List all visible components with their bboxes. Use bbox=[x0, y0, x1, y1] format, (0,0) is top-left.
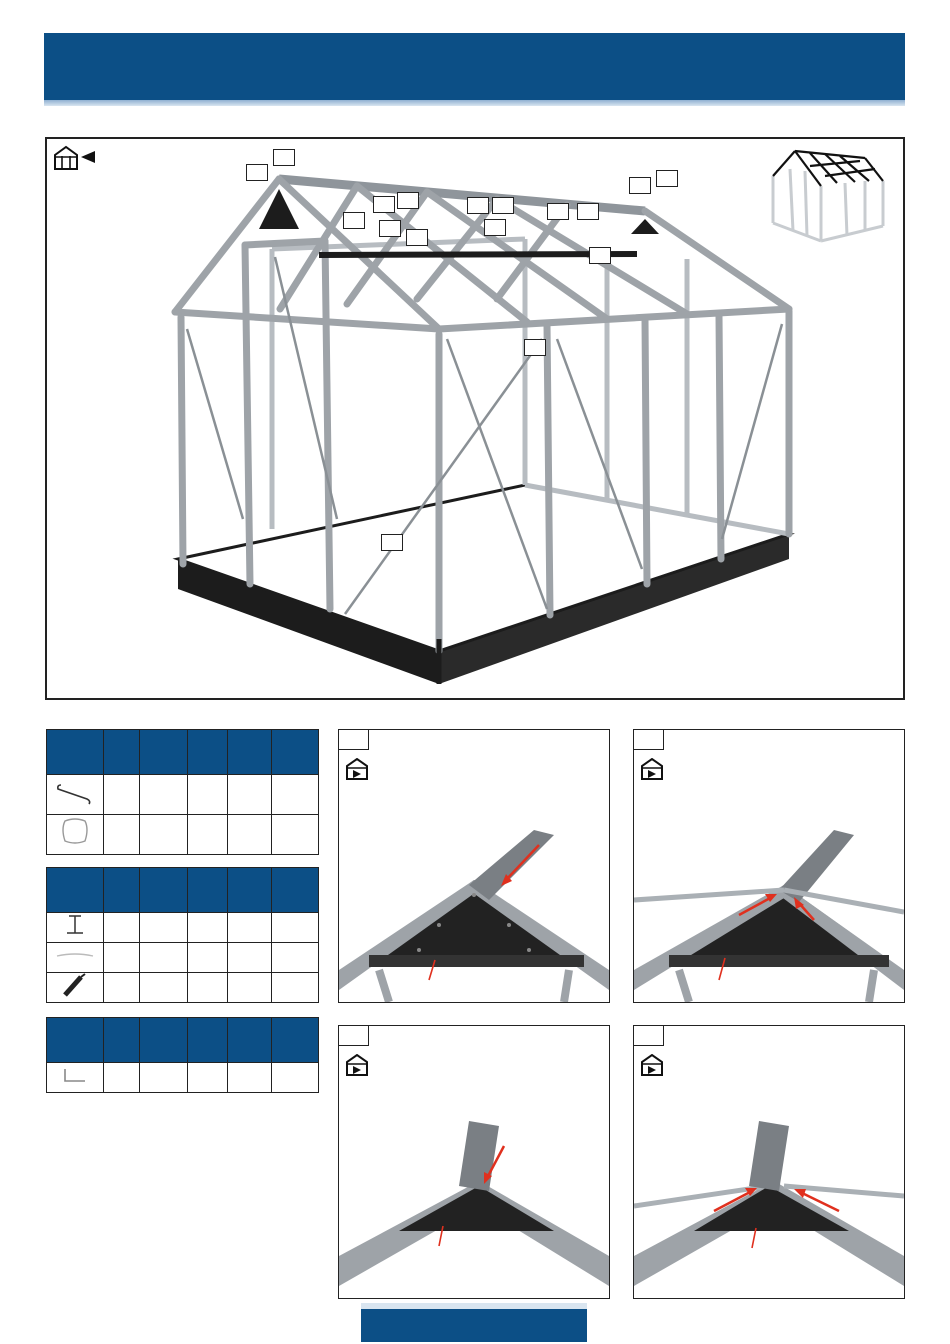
footer-bar bbox=[361, 1309, 587, 1342]
step-number-box bbox=[634, 1026, 664, 1046]
parts-table bbox=[46, 1017, 319, 1093]
callout-box bbox=[656, 170, 678, 187]
rubber-strip-icon bbox=[47, 943, 102, 967]
callout-box bbox=[524, 339, 546, 356]
greenhouse-side-arrow-icon bbox=[640, 758, 664, 780]
greenhouse-roof-highlight-thumbnail bbox=[765, 141, 889, 245]
callout-box bbox=[379, 220, 401, 237]
detail-panel bbox=[633, 729, 905, 1003]
header-shadow bbox=[44, 100, 905, 106]
header-band bbox=[44, 33, 905, 100]
detail-panel bbox=[633, 1025, 905, 1299]
apex-plate-detail bbox=[339, 1086, 609, 1298]
parts-table bbox=[46, 729, 319, 855]
detail-panel bbox=[338, 1025, 610, 1299]
callout-box bbox=[381, 534, 403, 551]
callout-box bbox=[589, 247, 611, 264]
callout-box bbox=[406, 229, 428, 246]
apex-plate-detail bbox=[339, 790, 609, 1002]
callout-box bbox=[397, 192, 419, 209]
callout-box bbox=[629, 177, 651, 194]
greenhouse-side-arrow-icon bbox=[640, 1054, 664, 1076]
step-number-box bbox=[634, 730, 664, 750]
callout-box bbox=[484, 219, 506, 236]
apex-plate-detail bbox=[634, 790, 904, 1002]
step-number-box bbox=[339, 730, 369, 750]
parts-table bbox=[46, 867, 319, 1003]
callout-box bbox=[273, 149, 295, 166]
main-assembly-diagram bbox=[45, 137, 905, 700]
corner-bracket-icon bbox=[47, 1063, 102, 1087]
tie-rod-hook-icon bbox=[47, 775, 102, 809]
callout-box bbox=[492, 197, 514, 214]
callout-box bbox=[343, 212, 365, 229]
fixings-bag-icon bbox=[47, 815, 102, 849]
callout-box bbox=[547, 203, 569, 220]
step-number-box bbox=[339, 1026, 369, 1046]
sealant-tube-icon bbox=[47, 973, 102, 997]
bolt-icon bbox=[47, 913, 102, 937]
greenhouse-side-arrow-icon bbox=[345, 1054, 369, 1076]
callout-box bbox=[577, 203, 599, 220]
callout-box bbox=[373, 196, 395, 213]
greenhouse-side-arrow-icon bbox=[345, 758, 369, 780]
callout-box bbox=[467, 197, 489, 214]
detail-panel bbox=[338, 729, 610, 1003]
apex-plate-detail bbox=[634, 1086, 904, 1298]
callout-box bbox=[246, 164, 268, 181]
